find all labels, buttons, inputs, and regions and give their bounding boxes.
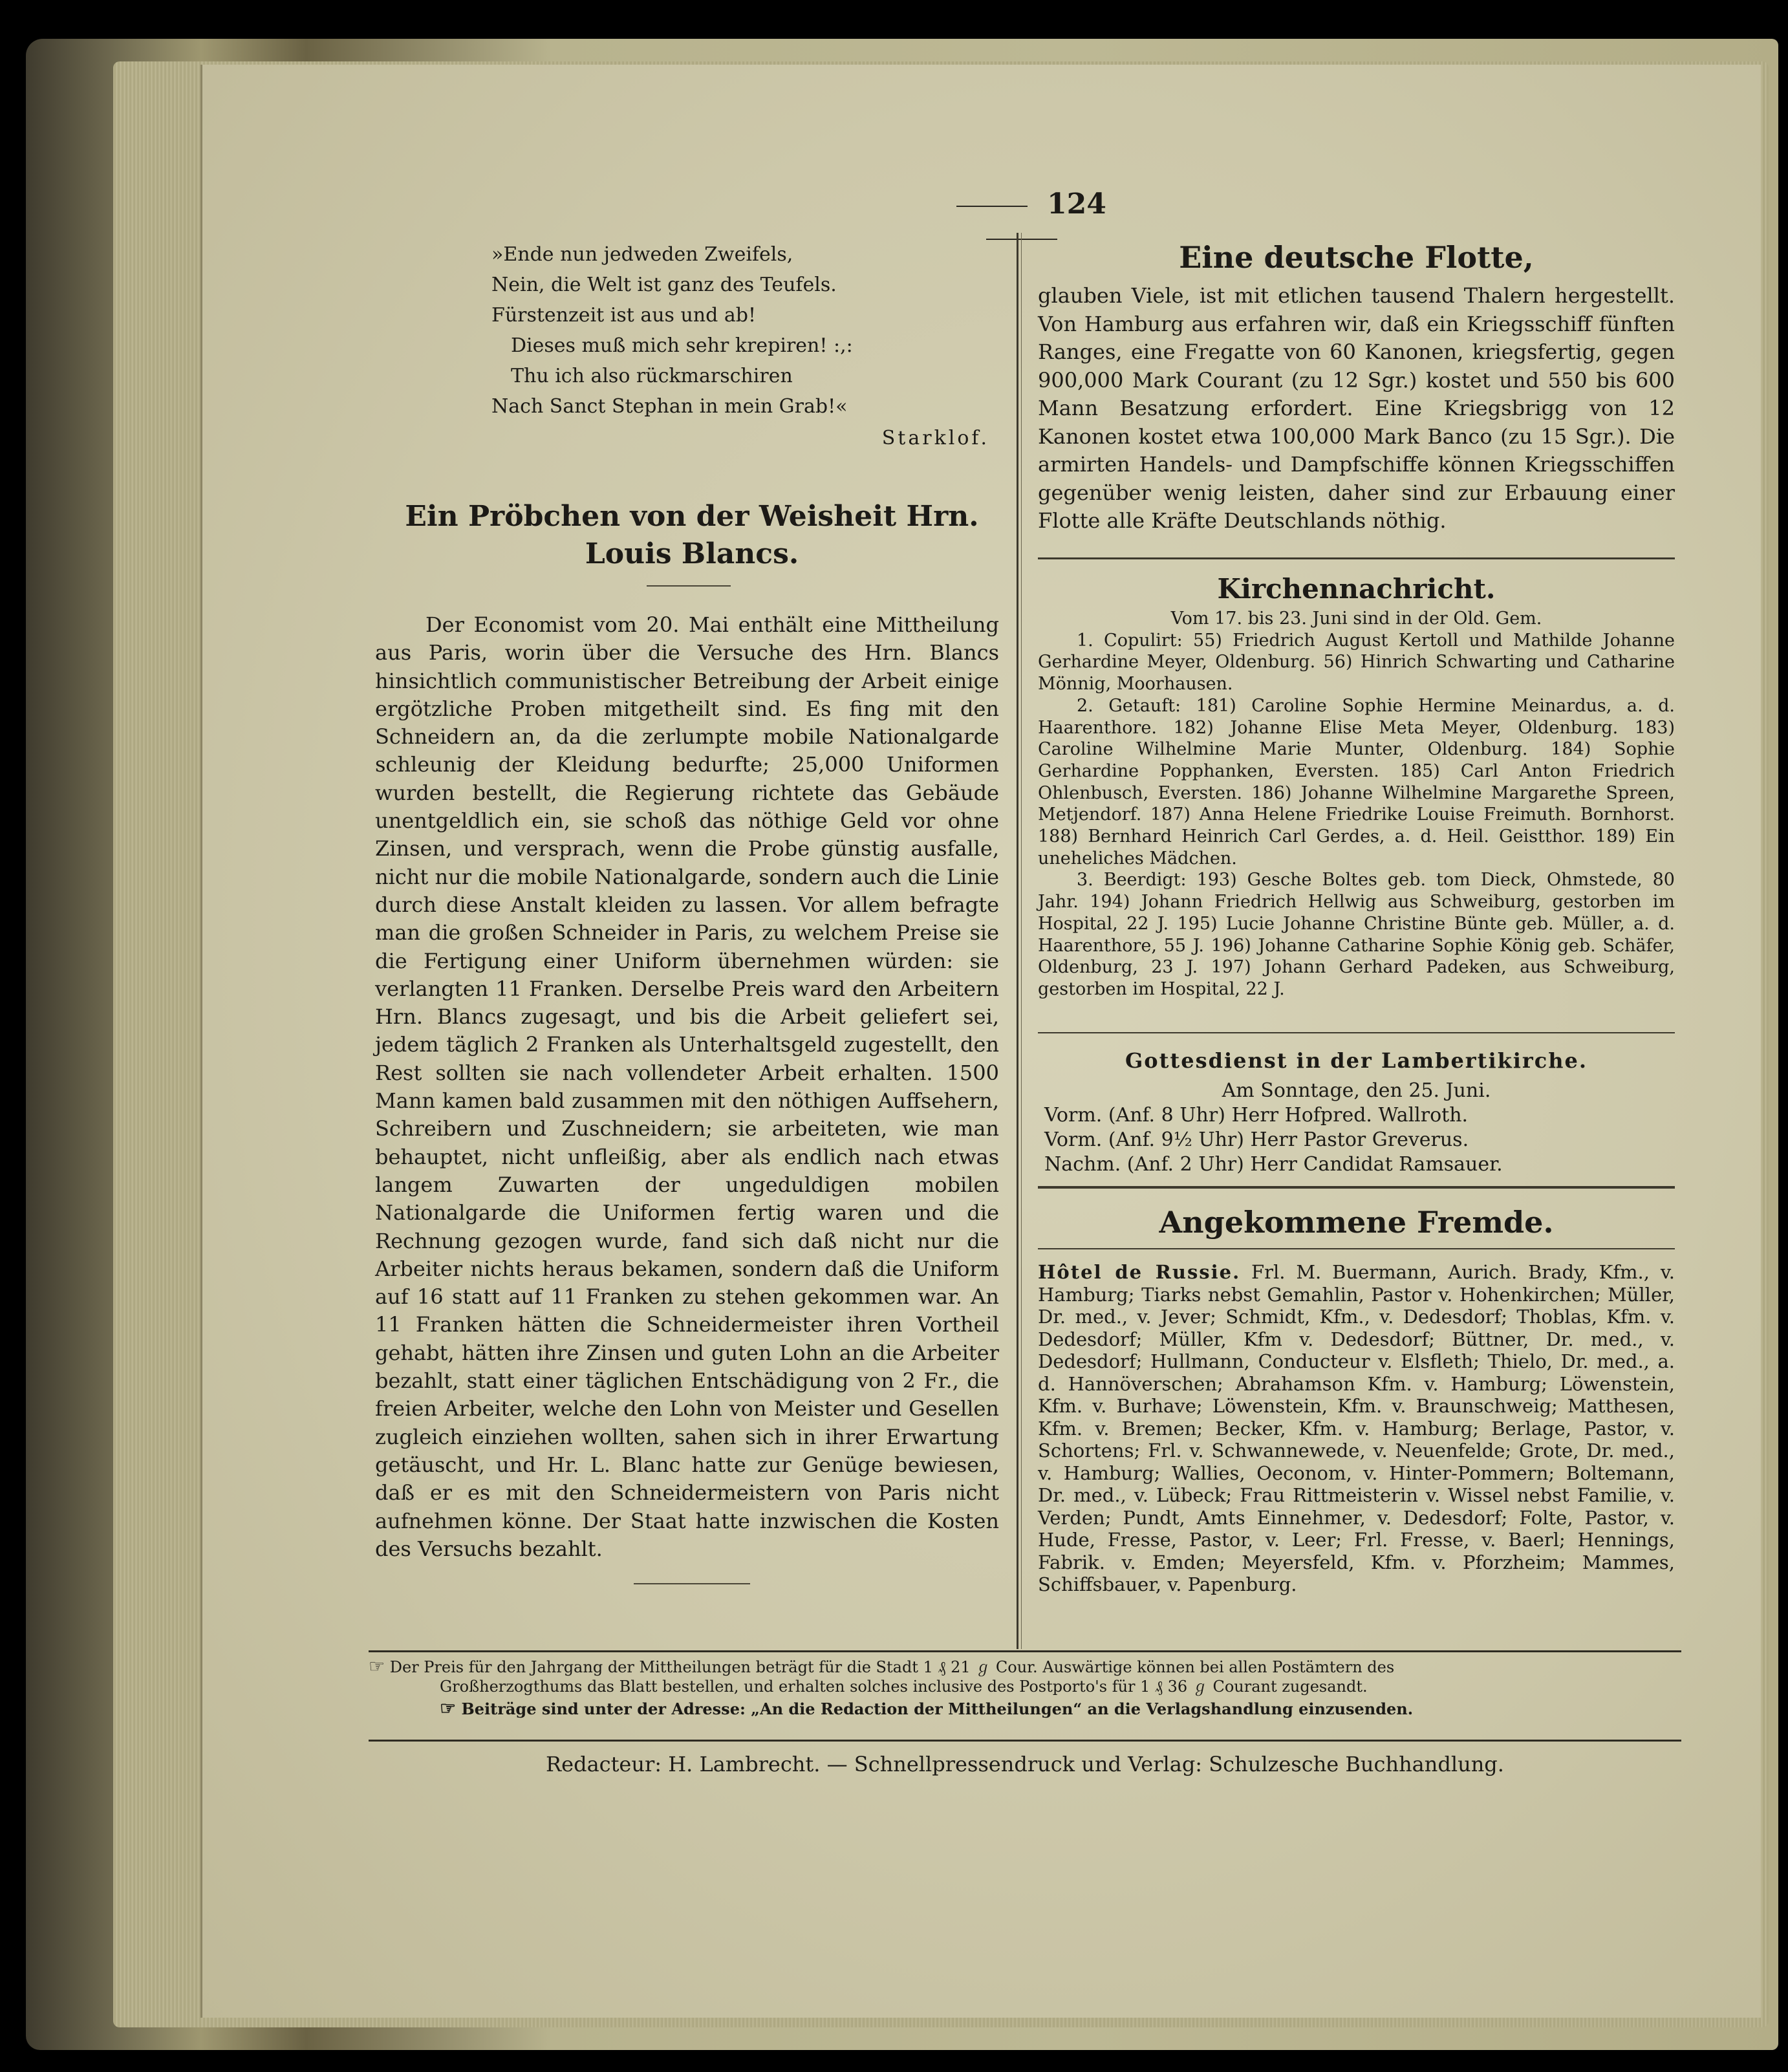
imprint-rule	[369, 1740, 1681, 1742]
contributions-note	[369, 1699, 1681, 1719]
article-title-blanc: Ein Pröbchen von der Weisheit Hrn. Louis Blancs.	[405, 500, 979, 570]
contributions-note-text: Beiträge sind unter der Adresse: „An die Redaction der Mittheilungen“ an die Verlagshandlung einzusenden.	[461, 1700, 1414, 1718]
kirchennachricht-intro: Vom 17. bis 23. Juni sind in der Old. Gem.	[1170, 609, 1542, 629]
poem-line: »Ende nun jedweden Zweifels,	[491, 243, 793, 266]
poem-line: Fürstenzeit ist aus und ab!	[491, 304, 756, 327]
poem-line: Nein, die Welt ist ganz des Teufels.	[491, 274, 837, 296]
poem-line: Dieses muß mich sehr krepiren! :,:	[511, 334, 853, 357]
pointing-hand-icon: ☞	[369, 1656, 385, 1677]
poem	[491, 239, 996, 453]
gottesdienst-body	[1038, 1079, 1675, 1177]
article-title-flotte: Eine deutsche Flotte,	[1179, 240, 1534, 275]
imprint: Redacteur: H. Lambrecht. — Schnellpressendruck und Verlag: Schulzesche Buchhandlung.	[546, 1752, 1504, 1776]
kirchennachricht-getauft: 2. Getauft: 181) Caroline Sophie Hermine Meinardus, a. d. Haarenthore. 182) Johanne Elise Meta Meyer, Oldenburg. 183) Caroline Wilhelmine Marie Munter, Oldenburg. 184) Sophie Gerhardine Popphanken, Eversten. 185) Carl Anton Friedrich Ohlenbusch, Eversten. 186) Johanne Wilhelmine Margarethe Spreen, Metjendorf. 187) Anna Helene Friedrike Louise Freimuth. Bornhorst. 188) Bernhard Heinrich Carl Gerdes, a. d. Heil. Geistthor. 189) Ein uneheliches Mädchen.	[1038, 695, 1675, 869]
kirchennachricht-body	[1038, 608, 1675, 1000]
price-note-text: Der Preis für den Jahrgang der Mittheilungen beträgt für die Stadt 1 ₰ 21 ℊ Cour. Auswärtige können bei allen Postämtern des	[389, 1658, 1395, 1676]
fremde-list: Frl. M. Buermann, Aurich. Brady, Kfm., v. Hamburg; Tiarks nebst Gemahlin, Pastor v. Hohenkirchen; Müller, Dr. med., v. Jever; Schmidt, Kfm., v. Dedesdorf; Thoblas, Kfm. v. Dedesdorf; Müller, Kfm v. Dedesdorf; Büttner, Dr. med., v. Dedesdorf; Hullmann, Conducteur v. Elsfleth; Thielo, Dr. med., a. d. Hannöverschen; Abrahamson Kfm. v. Hamburg; Löwenstein, Kfm. v. Burhave; Löwenstein, Kfm. v. Braunschweig; Matthesen, Kfm. v. Bremen; Becker, Kfm. v. Hamburg; Berlage, Pastor, v. Schortens; Frl. v. Schwannewede, v. Neuenfelde; Grote, Dr. med., v. Hamburg; Wallies, Oeconom, v. Hinter-Pommern; Boltemann, Dr. med., v. Lübeck; Frau Rittmeisterin v. Wissel nebst Familie, v. Verden; Pundt, Amts Einnehmer, v. Dedesdorf; Folte, Pastor, v. Hude, Fresse, Pastor, v. Leer; Frl. Fresse, v. Baerl; Hennings, Fabrik. v. Emden; Meyersfeld, Kfm. v. Pforzheim; Mammes, Schiffsbauer, v. Papenburg.	[1038, 1261, 1675, 1595]
gottesdienst-line: Vorm. (Anf. 9½ Uhr) Herr Pastor Greverus.	[1044, 1128, 1469, 1151]
kirchennachricht-title: Kirchennachricht.	[1217, 573, 1496, 605]
page-number-text: 124	[1047, 188, 1106, 221]
article-body-flotte: glauben Viele, ist mit etlichen tausend Thalern hergestellt. Von Hamburg aus erfahren wir, daß ein Kriegsschiff fünften Ranges, eine Fregatte von 60 Kanonen, kriegsfertig, gegen 900,000 Mark Courant (zu 12 Sgr.) kostet und 550 bis 600 Mann Besatzung erfordert. Eine Kriegsbrigg von 12 Kanonen kostet etwa 100,000 Mark Banco (zu 15 Sgr.). Die armirten Handels- und Dampfschiffe können Kriegsschiffen gegenüber wenig leisten, daher sind zur Erbauung einer Flotte alle Kräfte Deutschlands nöthig.	[1038, 283, 1675, 533]
gottesdienst-line: Vorm. (Anf. 8 Uhr) Herr Hofpred. Wallroth.	[1044, 1104, 1469, 1127]
price-note-line-2: Großherzogthums das Blatt bestellen, und erhalten solches inclusive des Postporto's für 1 ₰ 36 ℊ Courant zugesandt.	[440, 1678, 1368, 1696]
column-divider-inner	[1021, 233, 1022, 1649]
section-rule	[1038, 557, 1675, 559]
poem-line: Nach Sanct Stephan in mein Grab!«	[491, 395, 848, 418]
fremde-body	[1038, 1261, 1675, 1596]
pointing-hand-icon: ☞	[440, 1698, 457, 1719]
article-paragraph: Der Economist vom 20. Mai enthält eine Mittheilung aus Paris, worin über die Versuche des Hrn. Blancs hinsichtlich communistischer Betreibung der Arbeit einige ergötzliche Proben mitgetheilt sind. Es fing mit den Schneidern an, da die zerlumpte mobile Nationalgarde schleunig der Kleidung bedurfte; 25,000 Uniformen wurden bestellt, die Regierung richtete das Gebäude unentgeldlich ein, sie schoß das nöthige Geld vor ohne Zinsen, und versprach, wenn die Probe günstig ausfalle, nicht nur die mobile Nationalgarde, sondern auch die Linie durch diese Anstalt kleiden zu lassen. Vor allem befragte man die großen Schneider in Paris, zu welchem Preise sie die Fertigung einer Uniform übernehmen würden: sie verlangten 11 Franken. Derselbe Preis ward den Arbeitern Hrn. Blancs zugesagt, und bis die Arbeit geliefert sei, jedem täglich 2 Franken als Unterhaltsgeld zugestellt, den Rest sollten sie nach vollendeter Arbeit erhalten. 1500 Mann kamen bald zusammen mit den nöthigen Auffsehern, Schreibern und Zuschneidern; sie arbeiteten, wie man behauptet, nicht unfleißig, aber als endlich nach etwas langem Zuwarten der ungeduldigen mobilen Nationalgarde die Uniformen fertig waren und die Rechnung gezogen wurde, fand sich daß nicht nur die Arbeiter nichts heraus bekamen, sondern daß die Uniform auf 16 statt auf 11 Franken zu stehen gekommen war. An 11 Franken hätten die Schneidermeister ihren Vortheil gehabt, hätten ihre Zinsen und guten Lohn an die Arbeiter bezahlt, statt einer täglichen Entschädigung von 2 Fr., die freien Arbeiter, welche den Lohn von Meister und Gesellen zugleich einziehen wollten, sahen sich in ihrer Erwartung getäuscht, und Hr. L. Blanc hatte zur Genüge bewiesen, daß er es mit den Schneidermeistern von Paris nicht aufnehmen könne. Der Staat hatte inzwischen die Kosten des Versuchs bezahlt.	[375, 612, 999, 1561]
poem-signature: Starklof.	[881, 427, 989, 449]
footer-notes	[369, 1657, 1681, 1719]
section-rule	[1038, 1248, 1675, 1249]
footer-rule	[369, 1650, 1681, 1652]
fremde-title: Angekommene Fremde.	[1159, 1205, 1554, 1240]
poem-line: Thu ich also rückmarschiren	[511, 365, 793, 387]
hotel-name: Hôtel de Russie.	[1038, 1261, 1241, 1283]
gottesdienst-line: Nachm. (Anf. 2 Uhr) Herr Candidat Ramsauer.	[1044, 1153, 1503, 1176]
section-rule	[1038, 1186, 1675, 1189]
page-number-rule-left	[956, 206, 1028, 207]
kirchennachricht-beerdigt: 3. Beerdigt: 193) Gesche Boltes geb. tom Dieck, Ohmstede, 80 Jahr. 194) Johann Friedrich Hellwig aus Schweiburg, gestorben im Hospital, 22 J. 195) Lucie Johanne Christine Bünte geb. Müller, a. d. Haarenthore, 55 J. 196) Johanne Catharine Sophie König geb. Schäfer, Oldenburg, 23 J. 197) Johann Gerhard Padeken, aus Schweiburg, gestorben im Hospital, 22 J.	[1038, 870, 1675, 999]
end-rule	[634, 1583, 750, 1584]
article-body-blanc	[375, 611, 999, 1563]
title-rule	[647, 585, 731, 587]
price-note-line	[369, 1657, 1681, 1677]
gottesdienst-date: Am Sonntage, den 25. Juni.	[1222, 1079, 1491, 1102]
page-number	[892, 188, 1151, 226]
kirchennachricht-copulirt: 1. Copulirt: 55) Friedrich August Kertoll und Mathilde Johanne Gerhardine Meyer, Oldenburg. 56) Hinrich Schwarting und Catharine Mönnig, Moorhausen.	[1038, 630, 1675, 695]
gottesdienst-title: Gottesdienst in der Lambertikirche.	[1125, 1048, 1588, 1073]
column-divider	[1017, 233, 1018, 1649]
section-rule	[1038, 1032, 1675, 1033]
